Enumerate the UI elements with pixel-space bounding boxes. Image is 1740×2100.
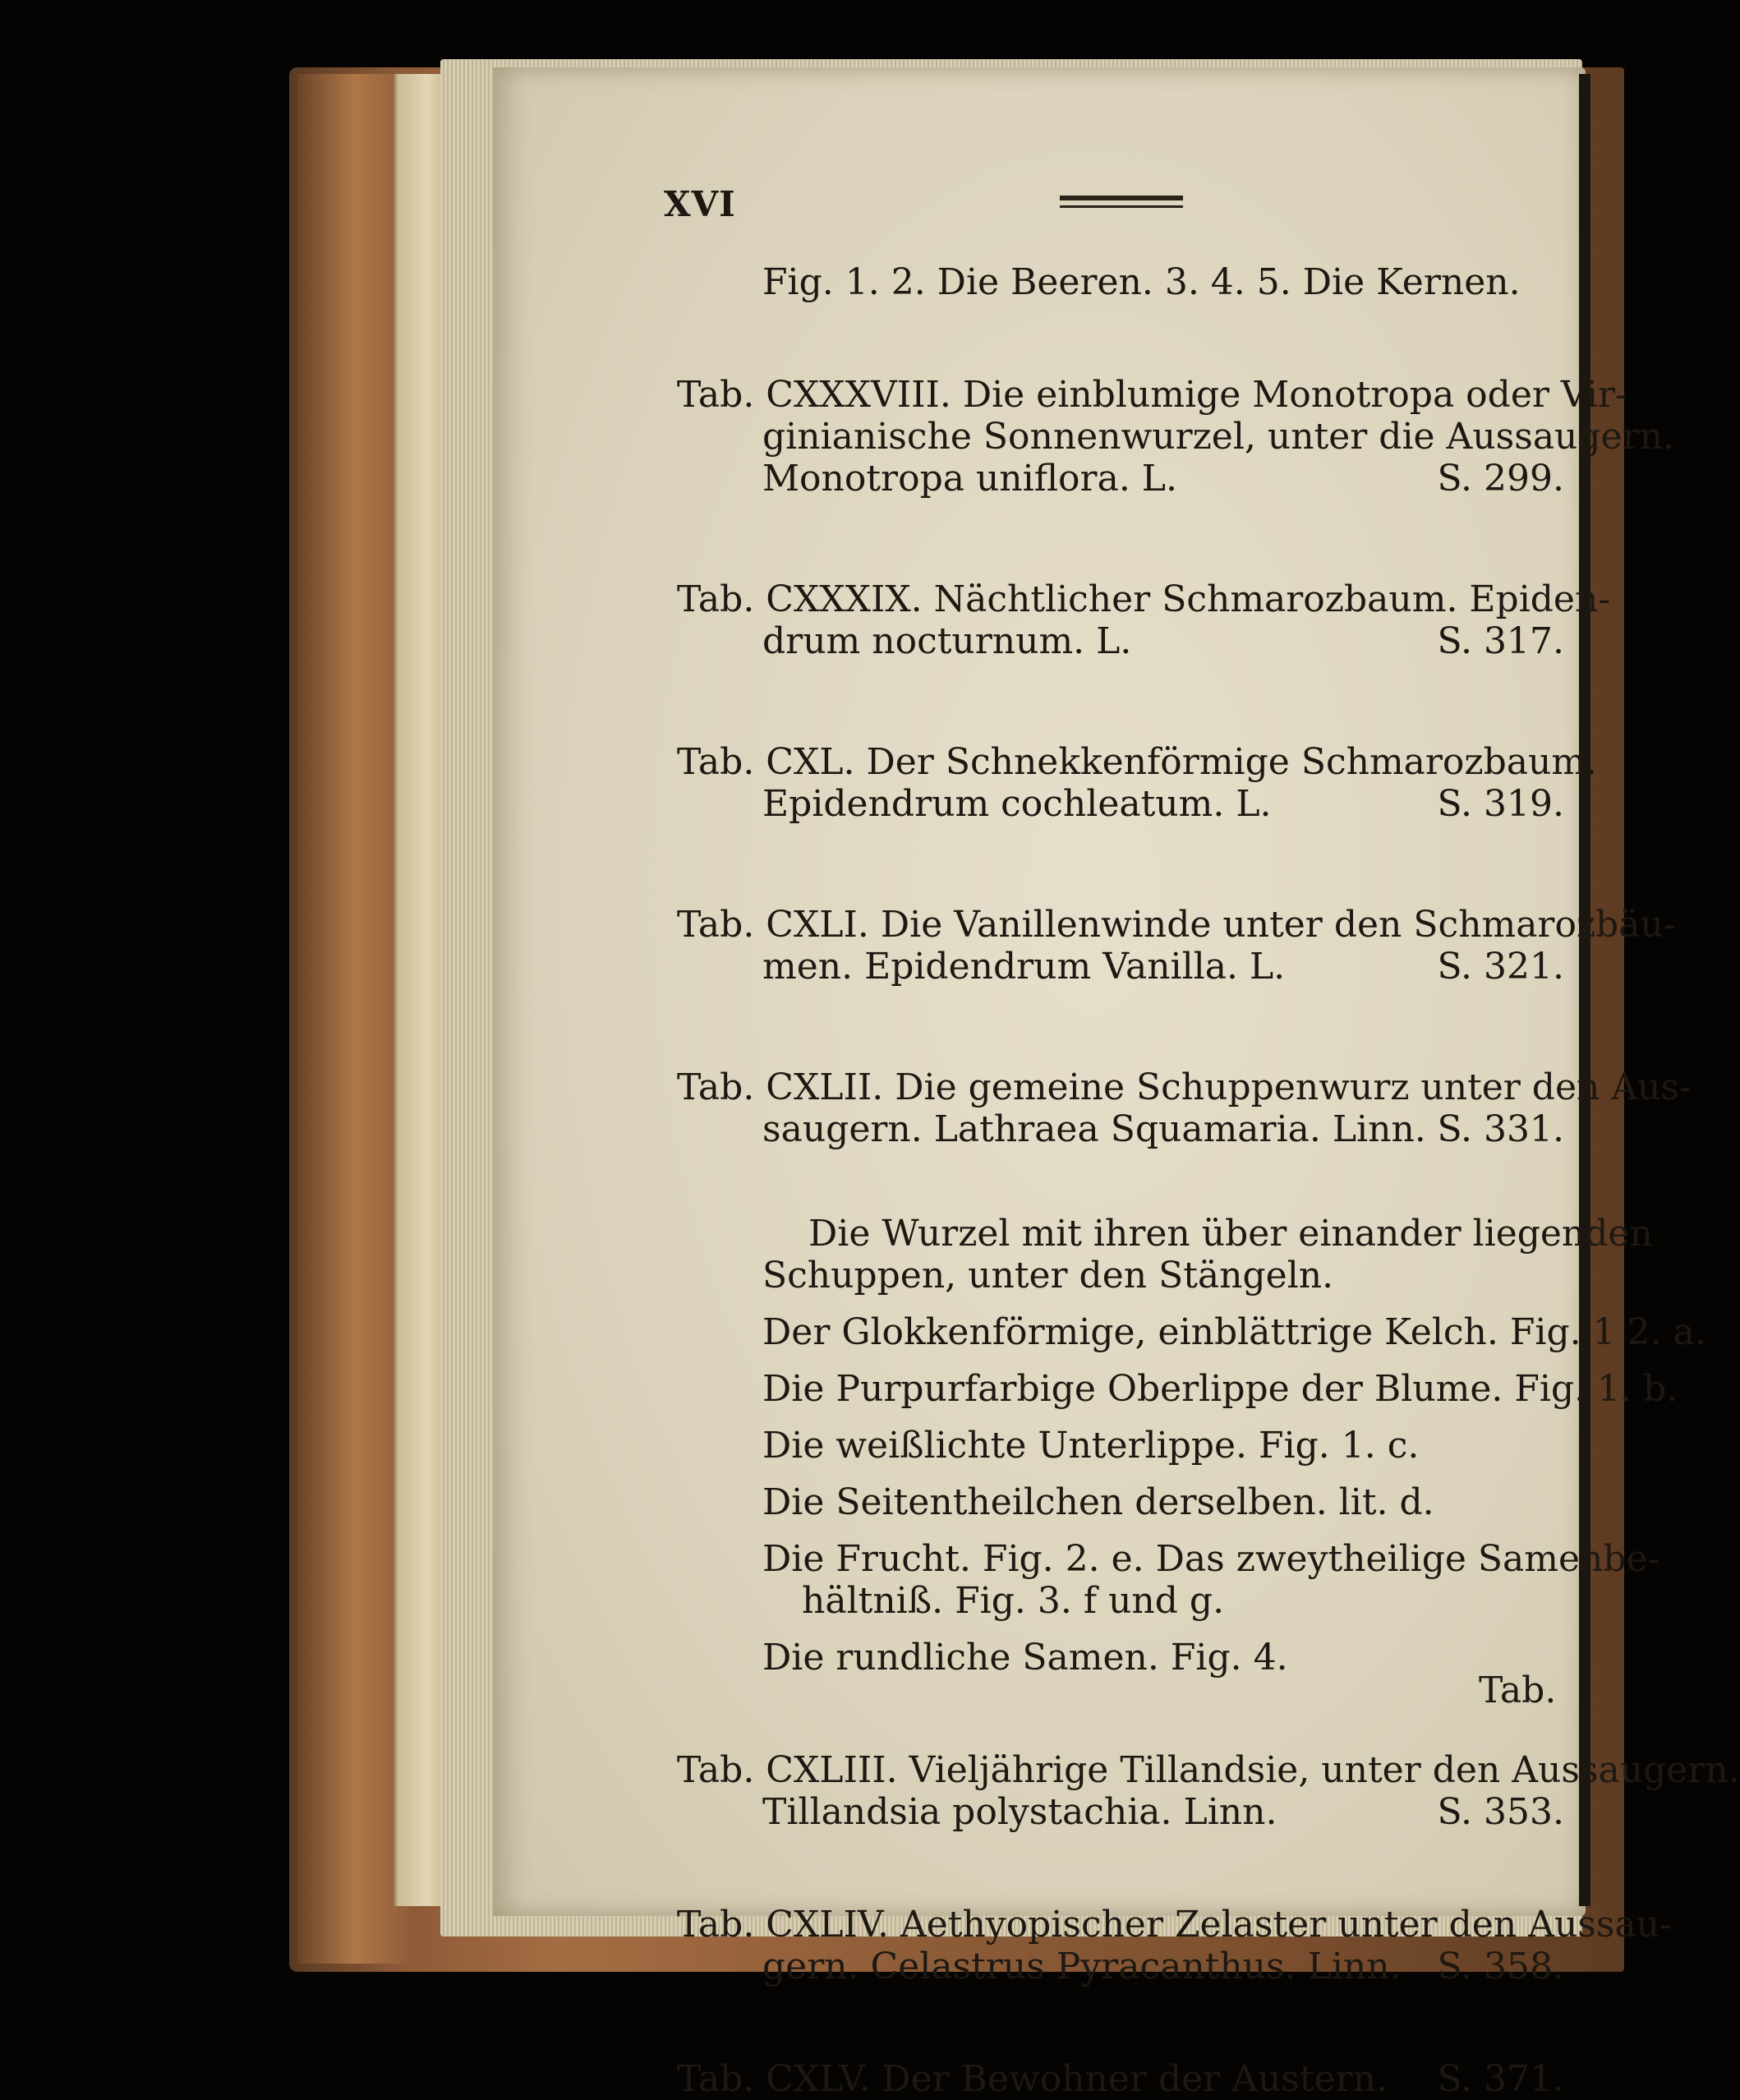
- page-reference: S. 317.: [1437, 620, 1564, 662]
- page-reference: S. 358.: [1437, 1946, 1564, 1987]
- plate-entry-line: [677, 904, 1676, 946]
- plate-entry-continuation: [677, 946, 1564, 988]
- plate-entry-continuation: [677, 458, 1564, 500]
- page-edge-shadow: [1579, 74, 1590, 1906]
- plate-entry-continuation: [677, 1108, 1564, 1150]
- entry-text: Die Purpurfarbige Oberlippe der Blume. Fig. 1. b.: [762, 1368, 1678, 1410]
- plate-entry-line: [677, 578, 1611, 620]
- plate-entry-line: [677, 2058, 1564, 2100]
- plate-entry-continuation: [677, 1637, 1564, 1679]
- plate-entry-line: [677, 1749, 1740, 1791]
- entry-text: Tab. CXLV. Der Bewohner der Austern.: [677, 2058, 1388, 2100]
- plate-entry-continuation: [677, 1481, 1564, 1523]
- plate-entry-continuation: [677, 783, 1564, 825]
- plate-entry-continuation: [677, 620, 1564, 662]
- plate-entry-line: [677, 1904, 1672, 1946]
- page-reference: S. 353.: [1437, 1791, 1564, 1833]
- entry-text: drum nocturnum. L.: [762, 620, 1132, 662]
- entry-text: hältniß. Fig. 3. f und g.: [802, 1580, 1225, 1622]
- plate-entry-line: [677, 1066, 1692, 1108]
- plate-entry-continuation: [677, 1580, 1564, 1622]
- endpaper: [394, 74, 446, 1906]
- entry-text: Epidendrum cochleatum. L.: [762, 783, 1272, 825]
- entry-text: saugern. Lathraea Squamaria. Linn.: [762, 1108, 1426, 1150]
- entry-text: Schuppen, unter den Stängeln.: [762, 1255, 1334, 1296]
- plate-entry-continuation: [677, 1368, 1678, 1410]
- entry-text: Die Frucht. Fig. 2. e. Das zweytheilige Samenbe-: [762, 1538, 1660, 1580]
- entry-text: ginianische Sonnenwurzel, unter die Aussaugern.: [762, 416, 1674, 458]
- header-rule: [1060, 196, 1183, 200]
- entry-text: Tab. CXLIII. Vieljährige Tillandsie, unter den Aussaugern.: [677, 1749, 1740, 1791]
- plate-entry-continuation: [677, 261, 1564, 303]
- entry-text: Tab. CXXXVIII. Die einblumige Monotropa oder Vir-: [677, 374, 1627, 416]
- plate-entry-continuation: [677, 1425, 1564, 1467]
- entry-text: men. Epidendrum Vanilla. L.: [762, 946, 1286, 988]
- plate-entry-continuation: [677, 1538, 1660, 1580]
- entry-text: Tab. CXLI. Die Vanillenwinde unter den Schmarozbäu-: [677, 904, 1676, 946]
- entry-text: Die Wurzel mit ihren über einander liegenden: [808, 1213, 1653, 1255]
- plate-index-list: [677, 261, 1740, 2100]
- plate-entry-line: [677, 741, 1598, 783]
- page-reference: S. 331.: [1437, 1108, 1564, 1150]
- entry-text: Die weißlichte Unterlippe. Fig. 1. c.: [762, 1425, 1420, 1467]
- entry-text: Die rundliche Samen. Fig. 4.: [762, 1637, 1288, 1679]
- catchword: Tab.: [1479, 1669, 1557, 1711]
- page-reference: S. 371.: [1437, 2058, 1564, 2100]
- entry-text: Tab. CXLIV. Aethyopischer Zelaster unter den Aussau-: [677, 1904, 1672, 1946]
- entry-text: gern. Celastrus Pyracanthus. Linn.: [762, 1946, 1402, 1987]
- entry-text: Monotropa uniflora. L.: [762, 458, 1177, 500]
- entry-text: Tab. CXLII. Die gemeine Schuppenwurz unter den Aus-: [677, 1066, 1692, 1108]
- page-reference: S. 321.: [1437, 946, 1564, 988]
- entry-text: Der Glokkenförmige, einblättrige Kelch. Fig. 1 2. a.: [762, 1311, 1706, 1353]
- entry-text: Die Seitentheilchen derselben. lit. d.: [762, 1481, 1434, 1523]
- plate-entry-continuation: [677, 1213, 1653, 1255]
- entry-text: Tab. CXL. Der Schnekkenförmige Schmarozbaum.: [677, 741, 1598, 783]
- entry-text: Tab. CXXXIX. Nächtlicher Schmarozbaum. Epiden-: [677, 578, 1611, 620]
- entry-text: Tillandsia polystachia. Linn.: [762, 1791, 1277, 1833]
- plate-entry-continuation: [677, 1791, 1564, 1833]
- page-number: XVI: [664, 184, 736, 224]
- plate-entry-continuation: [677, 1255, 1564, 1296]
- plate-entry-continuation: [677, 1311, 1706, 1353]
- plate-entry-continuation: [677, 416, 1674, 458]
- plate-entry-line: [677, 374, 1627, 416]
- page-reference: S. 299.: [1437, 458, 1564, 500]
- page-reference: S. 319.: [1437, 783, 1564, 825]
- plate-entry-continuation: [677, 1946, 1564, 1987]
- header-rule-thin: [1060, 205, 1183, 208]
- entry-text: Fig. 1. 2. Die Beeren. 3. 4. 5. Die Kernen.: [762, 261, 1521, 303]
